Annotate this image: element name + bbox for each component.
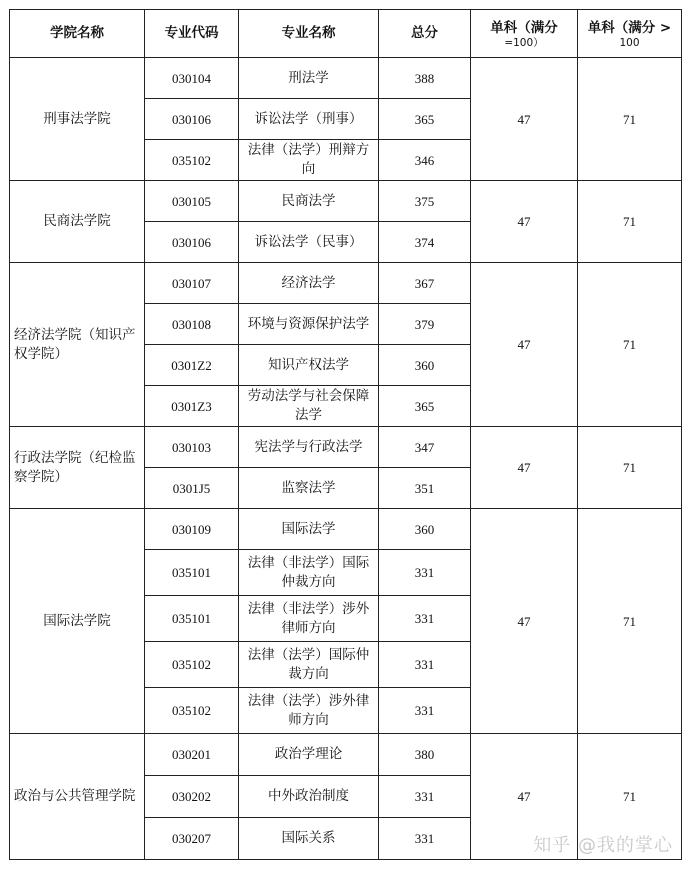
major-code: 035102 [145, 140, 239, 181]
total-score: 331 [379, 776, 471, 818]
major-name: 法律（法学）刑辩方向 [239, 140, 379, 181]
total-score: 360 [379, 509, 471, 550]
single-subject-100: 47 [471, 734, 578, 860]
major-name: 监察法学 [239, 468, 379, 509]
major-name: 法律（法学）国际仲裁方向 [239, 642, 379, 688]
header-code: 专业代码 [145, 10, 239, 58]
header-major: 专业名称 [239, 10, 379, 58]
major-name: 国际关系 [239, 818, 379, 860]
major-code: 0301J5 [145, 468, 239, 509]
table-row [10, 181, 682, 222]
major-code: 0301Z3 [145, 386, 239, 427]
table-row [10, 263, 682, 304]
header-single-100-sub: =100） [504, 36, 544, 49]
major-name: 法律（非法学）国际仲裁方向 [239, 550, 379, 596]
major-code: 030109 [145, 509, 239, 550]
major-name: 国际法学 [239, 509, 379, 550]
header-college: 学院名称 [10, 10, 145, 58]
total-score: 331 [379, 688, 471, 734]
college-name: 经济法学院（知识产权学院） [10, 263, 145, 427]
total-score: 375 [379, 181, 471, 222]
major-code: 035101 [145, 596, 239, 642]
total-score: 351 [379, 468, 471, 509]
total-score: 360 [379, 345, 471, 386]
major-code: 030103 [145, 427, 239, 468]
single-subject-gt100: 71 [578, 734, 682, 860]
major-code: 030104 [145, 58, 239, 99]
total-score: 367 [379, 263, 471, 304]
major-code: 030202 [145, 776, 239, 818]
header-total: 总分 [379, 10, 471, 58]
major-name: 法律（非法学）涉外律师方向 [239, 596, 379, 642]
major-code: 030107 [145, 263, 239, 304]
college-name: 行政法学院（纪检监察学院） [10, 427, 145, 509]
single-subject-100: 47 [471, 181, 578, 263]
header-single-gt100-main: 单科（满分 > [587, 19, 672, 36]
total-score: 331 [379, 818, 471, 860]
major-code: 030105 [145, 181, 239, 222]
total-score: 365 [379, 99, 471, 140]
major-code: 030201 [145, 734, 239, 776]
single-subject-gt100: 71 [578, 181, 682, 263]
major-code: 0301Z2 [145, 345, 239, 386]
score-table [9, 9, 682, 860]
total-score: 380 [379, 734, 471, 776]
total-score: 374 [379, 222, 471, 263]
table-row [10, 734, 682, 776]
header-single-100 [471, 10, 578, 58]
total-score: 331 [379, 596, 471, 642]
total-score: 379 [379, 304, 471, 345]
single-subject-gt100: 71 [578, 263, 682, 427]
major-code: 030106 [145, 99, 239, 140]
major-code: 030106 [145, 222, 239, 263]
college-name: 刑事法学院 [10, 58, 145, 181]
header-single-100-main: 单科（满分 [490, 19, 558, 36]
major-code: 030108 [145, 304, 239, 345]
major-name: 劳动法学与社会保障法学 [239, 386, 379, 427]
table-row [10, 509, 682, 550]
single-subject-gt100: 71 [578, 427, 682, 509]
major-code: 035102 [145, 688, 239, 734]
major-code: 030207 [145, 818, 239, 860]
single-subject-gt100: 71 [578, 509, 682, 734]
table-body [10, 58, 682, 860]
watermark: 知乎 @我的掌心 [533, 835, 673, 856]
header-single-gt100-sub: 100 [619, 36, 640, 49]
single-subject-100: 47 [471, 263, 578, 427]
major-name: 法律（法学）涉外律师方向 [239, 688, 379, 734]
header-row [10, 10, 682, 58]
major-name: 诉讼法学（刑事） [239, 99, 379, 140]
college-name: 政治与公共管理学院 [10, 734, 145, 860]
total-score: 346 [379, 140, 471, 181]
table-row [10, 58, 682, 99]
single-subject-100: 47 [471, 509, 578, 734]
major-name: 政治学理论 [239, 734, 379, 776]
major-name: 知识产权法学 [239, 345, 379, 386]
total-score: 388 [379, 58, 471, 99]
single-subject-100: 47 [471, 58, 578, 181]
major-name: 环境与资源保护法学 [239, 304, 379, 345]
college-name: 民商法学院 [10, 181, 145, 263]
major-name: 宪法学与行政法学 [239, 427, 379, 468]
single-subject-gt100: 71 [578, 58, 682, 181]
total-score: 365 [379, 386, 471, 427]
table-row [10, 427, 682, 468]
major-code: 035101 [145, 550, 239, 596]
major-name: 经济法学 [239, 263, 379, 304]
single-subject-100: 47 [471, 427, 578, 509]
major-name: 刑法学 [239, 58, 379, 99]
header-single-gt100 [578, 10, 682, 58]
major-name: 中外政治制度 [239, 776, 379, 818]
total-score: 331 [379, 550, 471, 596]
total-score: 347 [379, 427, 471, 468]
major-name: 诉讼法学（民事） [239, 222, 379, 263]
college-name: 国际法学院 [10, 509, 145, 734]
major-code: 035102 [145, 642, 239, 688]
total-score: 331 [379, 642, 471, 688]
major-name: 民商法学 [239, 181, 379, 222]
